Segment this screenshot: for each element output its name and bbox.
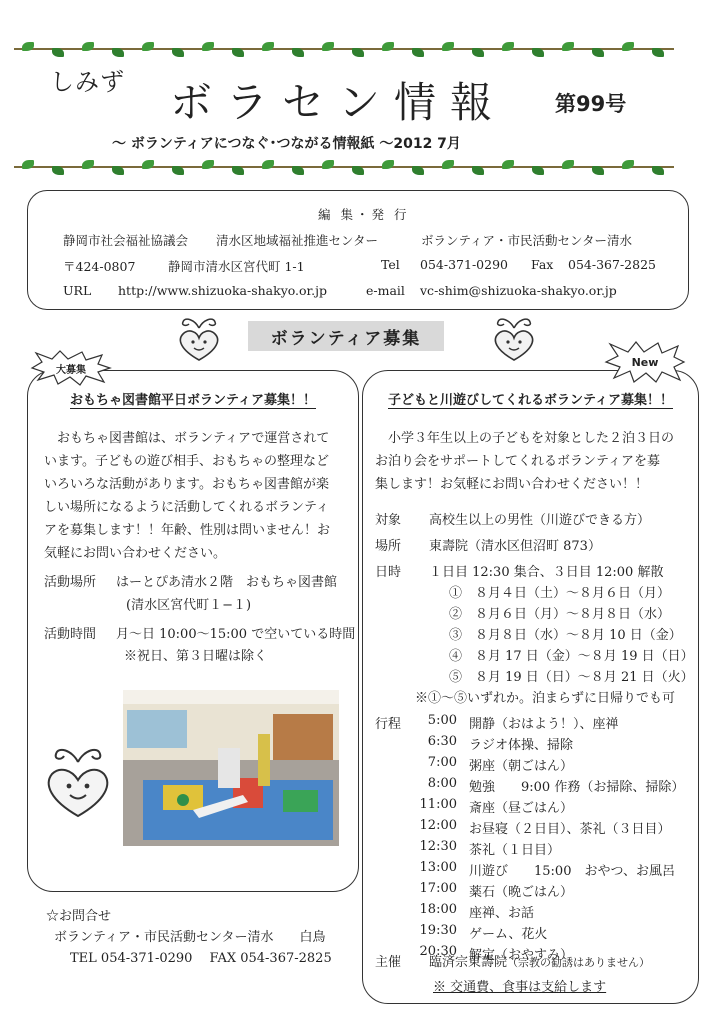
org-name-2: 清水区地域福祉推進センター [216,233,379,248]
left-panel-body: おもちゃ図書館は、ボランティアで運営されて います。子どもの遊び相手、おもちゃの整理など いろいろな活動があります。おもちゃ図書館が楽 しい場所になるように活動してくれるボランティ アを募集します！！年齢、性別は問いません！お 気軽にお問い合わせください。 [44,431,331,561]
date-option: ② ８月６日（月）〜８月８日（水） [449,607,671,622]
left-time: 月〜日 10:00〜15:00 で空いている時間 [116,627,356,642]
heart-character-icon [490,312,538,364]
place-label: 場所 [375,539,402,554]
schedule-time: 19:30 [419,923,457,938]
schedule-item: ゲーム、花火 [469,927,548,942]
leaf-ornament [412,166,424,175]
date-option: ⑤ ８月 19 日（日）〜８月 21 日（火） [449,670,694,685]
editor-info-box [27,190,689,310]
schedule-item: 勉強 9:00 作務（お掃除、掃除） [469,780,685,795]
fax-number: 054-367-2825 [568,257,656,272]
leaf-ornament [352,166,364,175]
url-link[interactable]: http://www.shizuoka-shakyo.or.jp [118,283,328,298]
date-option: ① ８月４日（土）〜８月６日（月） [449,586,671,601]
editor-heading: 編 集・発 行 [318,207,410,222]
leaf-ornament [52,48,64,57]
header-city: しみず [50,68,125,96]
email-link[interactable]: vc-shim@shizuoka-shakyo.or.jp [420,283,617,298]
contact-heading: ☆お問合せ [46,909,112,924]
left-place-label: 活動場所 [44,575,97,590]
date-note: ※①〜⑤いずれか。泊まらずに日帰りでも可 [415,691,676,706]
leaf-ornament [292,166,304,175]
leaf-ornament [532,166,544,175]
leaf-ornament [352,48,364,57]
place-value: 東壽院（清水区但沼町 873） [429,539,601,554]
section-banner-volunteer-recruit: ボランティア募集 [248,321,444,351]
org-name-3: ボランティア・市民活動センター清水 [421,233,633,248]
tel-label: Tel [381,257,400,272]
footnote-support: ※ 交通費、食事は支給します [433,980,607,995]
right-recruit-panel [362,370,699,1004]
leaf-ornament [652,48,664,57]
schedule-time: 12:30 [419,839,457,854]
leaf-ornament [472,48,484,57]
host-value: 臨済宗東壽院（宗教の勧誘はありません） [429,955,651,970]
schedule-time: 18:00 [419,902,457,917]
schedule-item: 粥座（朝ごはん） [469,759,574,774]
left-place: はーとぴあ清水２階 おもちゃ図書館 [116,575,338,590]
leaf-ornament [172,166,184,175]
leaf-ornament [592,166,604,175]
leaf-ornament [232,48,244,57]
schedule-time: 6:30 [427,734,457,749]
leaf-ornament [112,48,124,57]
heart-character-icon [175,312,223,364]
schedule-item: 開静（おはよう！）、座禅 [469,717,619,732]
leaf-ornament [292,48,304,57]
schedule-item: 斎座（昼ごはん） [469,801,574,816]
schedule-time: 13:00 [419,860,457,875]
page-subtitle: ～ ボランティアにつなぐ･つながる情報紙 ～2012 7月 [112,136,461,152]
contact-org: ボランティア・市民活動センター清水 白鳥 [54,930,326,945]
big-recruit-badge: 大募集 [30,350,112,386]
left-time-label: 活動時間 [44,627,97,642]
bottom-vine-ornament [14,160,674,174]
schedule-time: 17:00 [419,881,457,896]
fax-label: Fax [531,257,554,272]
heart-character-icon [40,740,116,820]
schedule-time: 11:00 [419,797,457,812]
left-time-note: ※祝日、第３日曜は除く [124,649,268,664]
leaf-ornament [112,166,124,175]
leaf-ornament [592,48,604,57]
schedule-label: 行程 [375,717,402,732]
schedule-item: 座禅、お話 [469,906,535,921]
toy-library-photo [123,690,339,846]
schedule-time: 12:00 [419,818,457,833]
left-place-address: (清水区宮代町１−１) [126,598,252,613]
schedule-time: 5:00 [427,713,457,728]
target-label: 対象 [375,513,402,528]
left-panel-title: おもちゃ図書館平日ボランティア募集！！ [70,393,316,408]
leaf-ornament [232,166,244,175]
email-label: e-mail [366,283,405,298]
new-badge: New [604,340,686,384]
date-option: ③ ８月８日（水）〜８月 10 日（金） [449,628,682,643]
schedule-item: 薬石（晩ごはん） [469,885,574,900]
date-option: ④ ８月 17 日（金）〜８月 19 日（日） [449,649,694,664]
postal-code: 〒424-0807 [63,259,136,274]
schedule-time: 20:30 [419,944,457,959]
host-label: 主催 [375,955,402,970]
date-label: 日時 [375,565,402,580]
schedule-time: 8:00 [427,776,457,791]
leaf-ornament [412,48,424,57]
leaf-ornament [652,166,664,175]
schedule-item: 川遊び 15:00 おやつ、お風呂 [469,864,675,879]
leaf-ornament [472,166,484,175]
contact-tel-fax: TEL 054-371-0290 FAX 054-367-2825 [70,951,332,966]
leaf-ornament [172,48,184,57]
schedule-item: 解定（おやすみ） [469,948,574,963]
date-intro: １日目 12:30 集合、３日目 12:00 解散 [429,565,664,580]
page-title: ボラセン情報 [170,78,507,127]
target-value: 高校生以上の男性（川遊びできる方） [429,513,651,528]
schedule-time: 7:00 [427,755,457,770]
schedule-item: ラジオ体操、掃除 [469,738,574,753]
url-label: URL [63,283,92,298]
schedule-item: 茶礼（１日目） [469,843,561,858]
org-name-1: 静岡市社会福祉協議会 [63,233,189,248]
schedule-item: お昼寝（２日目）、茶礼（３日目） [469,822,671,837]
tel-number: 054-371-0290 [420,257,508,272]
right-panel-title: 子どもと川遊びしてくれるボランティア募集！！ [388,393,673,408]
leaf-ornament [52,166,64,175]
leaf-ornament [532,48,544,57]
address: 静岡市清水区宮代町 1-1 [168,259,305,274]
top-vine-ornament [14,42,674,56]
issue-number: 第99号 [555,92,627,116]
right-panel-body: 小学３年生以上の子どもを対象とした２泊３日の お泊り会をサポートしてくれるボランティアを募 集します！お気軽にお問い合わせください！！ [375,431,675,492]
